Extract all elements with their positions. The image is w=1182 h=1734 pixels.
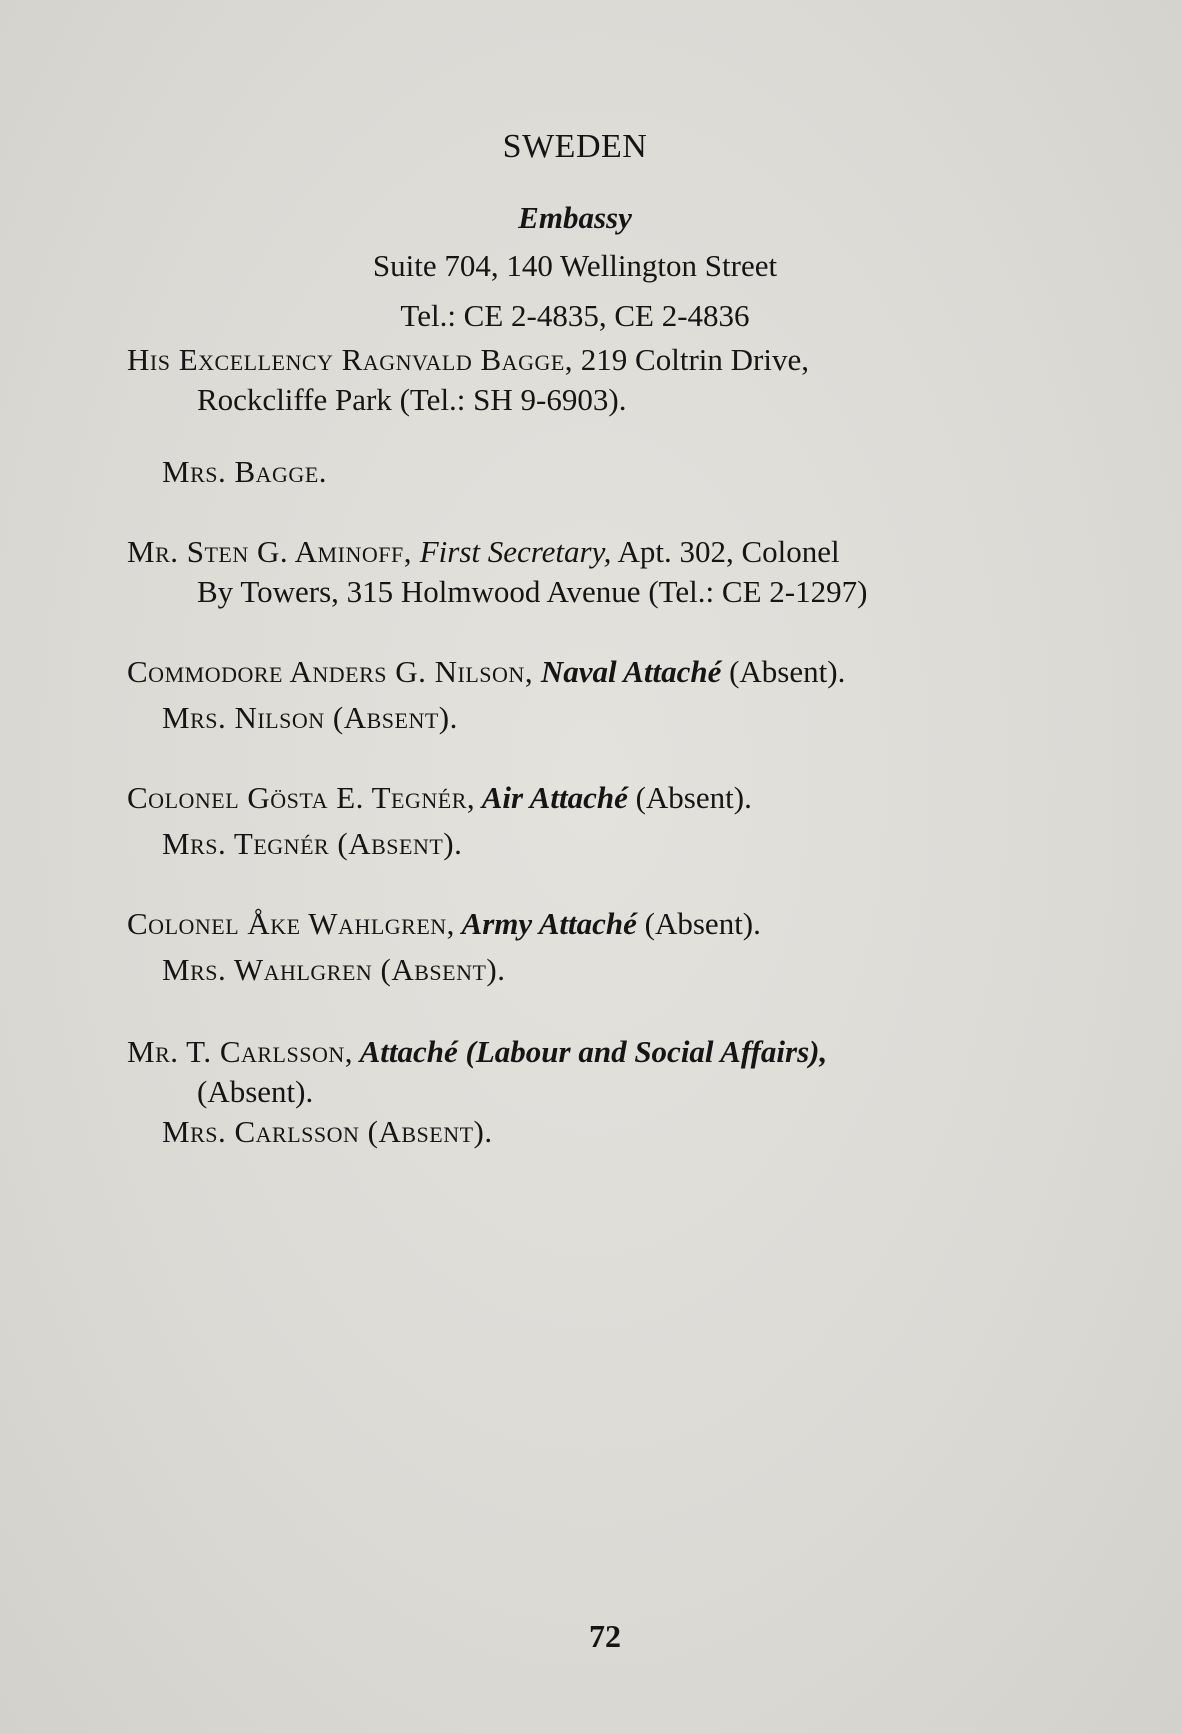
spouse-name: Mrs. Carlsson (Absent). [162, 1114, 493, 1149]
address-continued: By Towers, 315 Holmwood Avenue (Tel.: CE 2-1297) [197, 574, 868, 609]
person-title: Army Attaché [454, 906, 637, 941]
embassy-address: Suite 704, 140 Wellington Street [372, 248, 778, 283]
person-name: Colonel Åke Wahlgren, [127, 906, 455, 941]
person-title: Attaché (Labour and Social Affairs), [353, 1034, 828, 1069]
entry-first-secretary [127, 532, 1047, 612]
country-heading: SWEDEN [502, 128, 648, 165]
status-continued: (Absent). [197, 1074, 314, 1109]
person-title: Air Attaché [475, 780, 628, 815]
entry-labour-attache [127, 1032, 1047, 1112]
embassy-telephone: Tel.: CE 2-4835, CE 2-4836 [400, 298, 750, 333]
entry-army-attache [127, 904, 1047, 944]
page-number: 72 [589, 1618, 621, 1654]
address-text: Apt. 302, Colonel [611, 534, 840, 569]
entry-ambassador [127, 340, 1047, 420]
person-name: Mr. T. Carlsson, [127, 1034, 353, 1069]
spouse-name: Mrs. Nilson (Absent). [162, 700, 458, 735]
person-title: First Secretary, [411, 534, 612, 569]
entry-air-attache [127, 778, 1047, 818]
spouse-name: Mrs. Tegnér (Absent). [162, 826, 463, 861]
status-text: (Absent). [721, 654, 846, 689]
entry-naval-attache [127, 652, 1047, 692]
person-name: Commodore Anders G. Nilson, [127, 654, 534, 689]
status-text: (Absent). [627, 780, 752, 815]
mission-type: Embassy [518, 200, 632, 235]
spouse-name: Mrs. Wahlgren (Absent). [162, 952, 506, 987]
status-text: (Absent). [636, 906, 761, 941]
address-continued: Rockcliffe Park (Tel.: SH 9-6903). [197, 382, 627, 417]
spouse-name: Mrs. Bagge. [162, 454, 328, 489]
address-text: 219 Coltrin Drive, [573, 342, 809, 377]
person-name: Mr. Sten G. Aminoff, [127, 534, 412, 569]
person-name: Colonel Gösta E. Tegnér, [127, 780, 476, 815]
person-name: His Excellency Ragnvald Bagge, [127, 342, 574, 377]
person-title: Naval Attaché [533, 654, 722, 689]
